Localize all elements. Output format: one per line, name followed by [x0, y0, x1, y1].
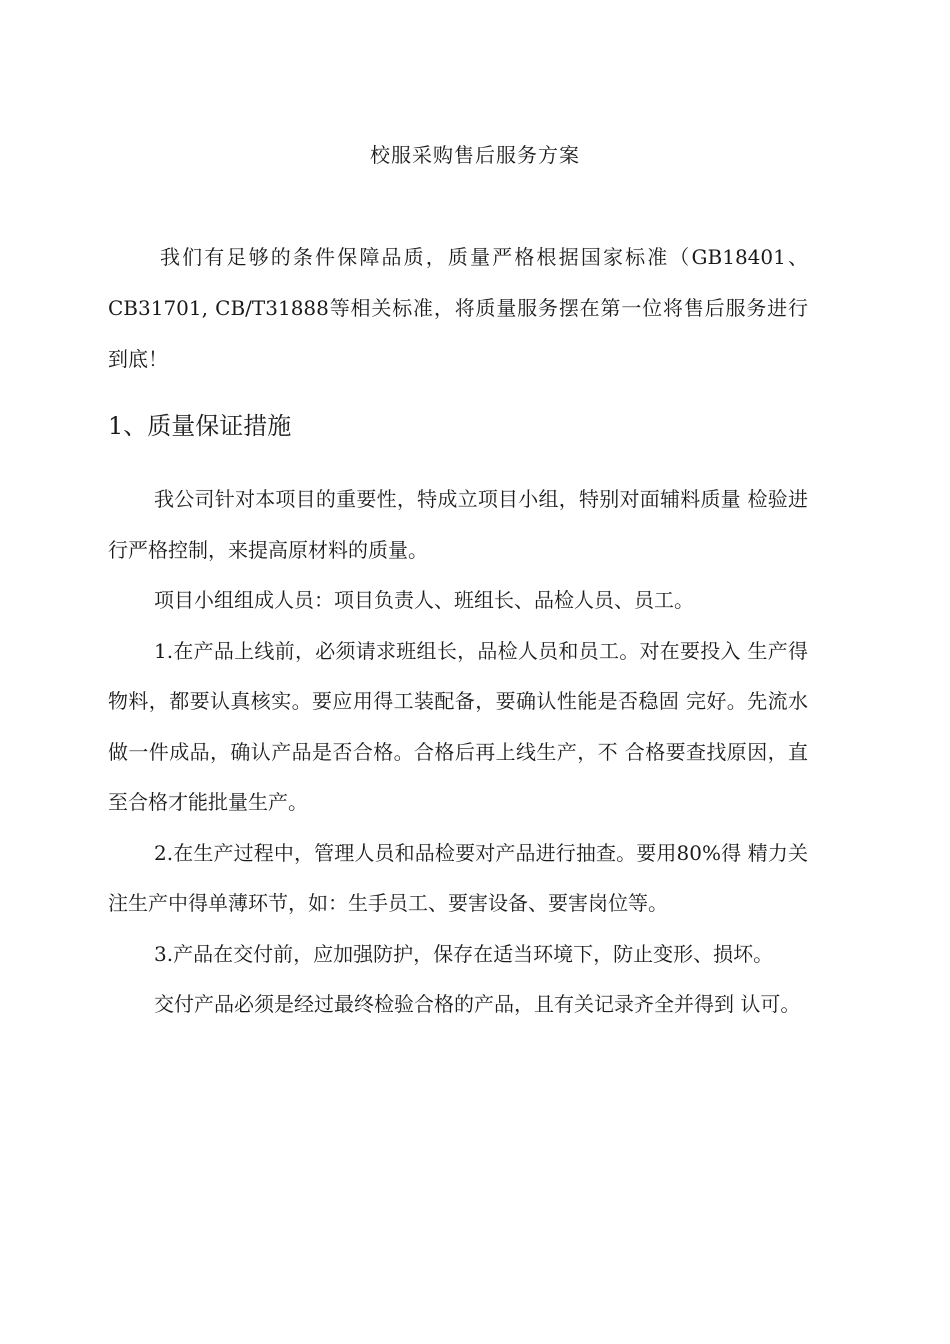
body-paragraph: 项目小组组成人员：项目负责人、班组长、品检人员、员工。 — [154, 588, 694, 612]
document-title: 校服采购售后服务方案 — [370, 143, 580, 167]
body-paragraph: 我公司针对本项目的重要性，特成立项目小组，特别对面辅料质量 检验进行严格控制，来提高原材料的质量。 — [108, 487, 808, 562]
body-paragraph: 1.在产品上线前，必须请求班组长，品检人员和员工。对在要投入 生产得物料，都要认真核实。要应用得工装配备，要确认性能是否稳固 完好。先流水做一件成品，确认产品是否合格。合格后再上线生产，不 合格要查找原因，直至合格才能批量生产。 — [108, 638, 808, 814]
section-body — [108, 474, 808, 1030]
body-paragraph: 交付产品必须是经过最终检验合格的产品，且有关记录齐全并得到 认可。 — [154, 992, 801, 1016]
body-paragraph: 3.产品在交付前，应加强防护，保存在适当环境下，防止变形、损坏。 — [154, 941, 774, 966]
section-heading: 1、质量保证措施 — [108, 412, 292, 440]
body-paragraph: 2.在生产过程中，管理人员和品检要对产品进行抽查。要用80%得 精力关注生产中得单薄环节，如：生手员工、要害设备、要害岗位等。 — [108, 840, 808, 915]
intro-paragraph: 我们有足够的条件保障品质，质量严格根据国家标准（GB18401、CB31701, CB/T31888等相关标准，将质量服务摆在第一位将售后服务进行到底！ — [108, 245, 808, 371]
